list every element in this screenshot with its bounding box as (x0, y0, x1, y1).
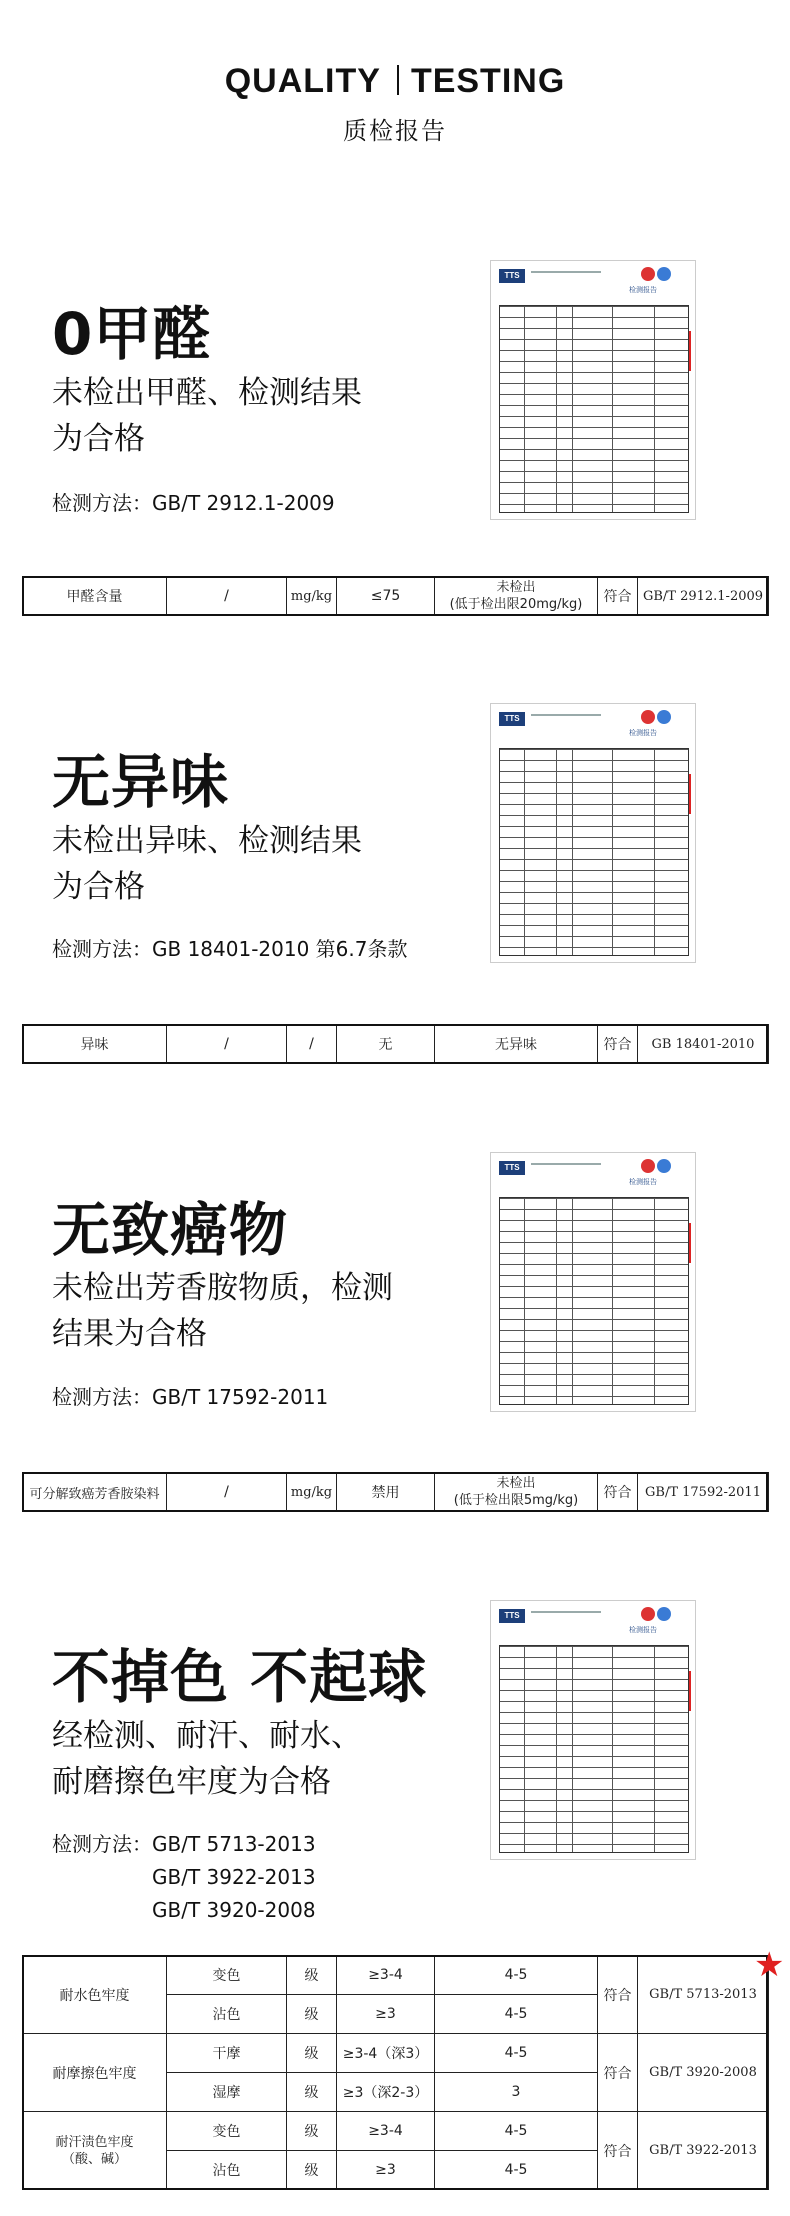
unit-cell: mg/kg (287, 577, 337, 616)
table-row (23, 2112, 769, 2151)
item-cell: 可分解致癌芳香胺染料 (23, 1473, 167, 1512)
item-cell: 耐水色牢度 (23, 1956, 167, 2034)
spec-cell: / (167, 577, 287, 616)
measured-cell: 4-5 (435, 2034, 598, 2073)
section-title: 无致癌物 (52, 1196, 289, 1264)
accreditation-badge-icon (641, 267, 655, 281)
subtitle-line: 未检出异味、检测结果 (52, 823, 362, 859)
red-stamp-icon (679, 1671, 691, 1711)
item-line: （酸、碱） (61, 2151, 127, 2167)
accreditation-badge-icon (657, 710, 671, 724)
standard-cell: GB/T 3920-2008 (638, 2034, 769, 2112)
report-grid (499, 305, 689, 513)
method-value: GB/T 2912.1-2009 (152, 491, 335, 515)
subtitle-line: 耐磨擦色牢度为合格 (52, 1764, 331, 1800)
spec-cell: / (167, 1473, 287, 1512)
report-grid (499, 1197, 689, 1405)
subtitle-line: 为合格 (52, 421, 145, 457)
subitem-cell: 湿摩 (167, 2073, 287, 2112)
requirement-cell: ≥3-4（深3） (337, 2034, 435, 2073)
table-row (23, 1025, 769, 1064)
report-thumbnail (490, 1152, 696, 1412)
requirement-cell: ≥3 (337, 1995, 435, 2034)
subitem-cell: 变色 (167, 2112, 287, 2151)
subitem-cell: 变色 (167, 1956, 287, 1995)
standard-cell: GB 18401-2010 (638, 1025, 769, 1064)
subtitle-line: 未检出芳香胺物质，检测 (52, 1270, 393, 1306)
requirement-cell: ≥3 (337, 2151, 435, 2190)
standard-cell: GB/T 3922-2013 (638, 2112, 769, 2190)
test-method (52, 1381, 328, 1414)
unit-cell: mg/kg (287, 1473, 337, 1512)
measured-cell: 3 (435, 2073, 598, 2112)
method-value: GB 18401-2010 第6.7条款 (152, 937, 408, 961)
colorfast-table (22, 1955, 769, 2190)
result-table (22, 576, 769, 616)
page-header (0, 62, 790, 146)
unit-cell: 级 (287, 2151, 337, 2190)
requirement-cell: ≥3-4 (337, 2112, 435, 2151)
report-thumbnail (490, 1600, 696, 1860)
section-subtitle (52, 370, 472, 462)
measured-cell: 4-5 (435, 1995, 598, 2034)
verdict-cell: 符合 (598, 1956, 638, 2034)
requirement-cell: 禁用 (337, 1473, 435, 1512)
method-value: GB/T 3920-2008 (152, 1898, 316, 1922)
subitem-cell: 沾色 (167, 1995, 287, 2034)
method-value: GB/T 5713-2013 (152, 1832, 316, 1856)
accreditation-badge-icon (657, 1159, 671, 1173)
item-cell: 甲醛含量 (23, 577, 167, 616)
verdict-cell: 符合 (598, 1473, 638, 1512)
requirement-cell: ≥3（深2-3） (337, 2073, 435, 2112)
verdict-cell: 符合 (598, 2034, 638, 2112)
item-cell: 异味 (23, 1025, 167, 1064)
tts-logo-icon: TTS (499, 1161, 525, 1175)
report-thumbnail (490, 703, 696, 963)
measured-cell: 4-5 (435, 2151, 598, 2190)
verdict-cell: 符合 (598, 1025, 638, 1064)
method-label: 检测方法： (52, 1832, 152, 1856)
unit-cell: 级 (287, 2073, 337, 2112)
measured-cell: 4-5 (435, 1956, 598, 1995)
subtitle-line: 为合格 (52, 869, 145, 905)
table-row (23, 1473, 769, 1512)
report-title: 检测报告 (629, 1178, 657, 1186)
measured-cell: 4-5 (435, 2112, 598, 2151)
section-subtitle (52, 1265, 472, 1357)
subitem-cell: 干摩 (167, 2034, 287, 2073)
accreditation-badge-icon (657, 1607, 671, 1621)
report-header-line (531, 271, 601, 273)
accreditation-badge-icon (641, 1159, 655, 1173)
unit-cell: 级 (287, 2112, 337, 2151)
report-thumbnail (490, 260, 696, 520)
unit-cell: / (287, 1025, 337, 1064)
test-method (52, 487, 335, 520)
measured-line: 未检出 (496, 580, 536, 595)
method-label: 检测方法： (52, 1385, 152, 1409)
table-row (23, 1956, 769, 1995)
measured-cell: 无异味 (435, 1025, 598, 1064)
section-subtitle (52, 1713, 472, 1805)
method-label: 检测方法： (52, 491, 152, 515)
requirement-cell: 无 (337, 1025, 435, 1064)
header-title-right: TESTING (410, 62, 566, 100)
red-stamp-icon: ★ (754, 1945, 785, 1985)
subtitle-line: 经检测、耐汗、耐水、 (52, 1718, 362, 1754)
unit-cell: 级 (287, 1956, 337, 1995)
requirement-cell: ≥3-4 (337, 1956, 435, 1995)
tts-logo-icon: TTS (499, 269, 525, 283)
header-title-left: QUALITY (224, 62, 381, 100)
measured-line: 未检出 (496, 1476, 536, 1491)
spec-cell: / (167, 1025, 287, 1064)
item-line: 耐汗渍色牢度 (55, 2134, 134, 2150)
requirement-cell: ≤75 (337, 577, 435, 616)
report-title: 检测报告 (629, 729, 657, 737)
red-stamp-icon (679, 774, 691, 814)
section-title: 0甲醛 (52, 300, 212, 368)
verdict-cell: 符合 (598, 577, 638, 616)
measured-cell (435, 577, 598, 616)
table-row (23, 2034, 769, 2073)
test-method (52, 933, 407, 966)
standard-cell: GB/T 5713-2013 (638, 1956, 769, 2034)
section-subtitle (52, 818, 472, 910)
section-title: 无异味 (52, 748, 230, 816)
report-grid (499, 1645, 689, 1853)
report-grid (499, 748, 689, 956)
report-title: 检测报告 (629, 1626, 657, 1634)
red-stamp-icon (679, 1223, 691, 1263)
report-header-line (531, 1611, 601, 1613)
tts-logo-icon: TTS (499, 1609, 525, 1623)
item-cell: 耐摩擦色牢度 (23, 2034, 167, 2112)
method-values (152, 1828, 316, 1927)
header-title (0, 62, 790, 101)
verdict-cell: 符合 (598, 2112, 638, 2190)
standard-cell: GB/T 2912.1-2009 (638, 577, 769, 616)
accreditation-badge-icon (641, 710, 655, 724)
unit-cell: 级 (287, 2034, 337, 2073)
unit-cell: 级 (287, 1995, 337, 2034)
subtitle-line: 未检出甲醛、检测结果 (52, 375, 362, 411)
method-label: 检测方法： (52, 937, 152, 961)
method-value: GB/T 3922-2013 (152, 1865, 316, 1889)
table-row (23, 577, 769, 616)
method-value: GB/T 17592-2011 (152, 1385, 329, 1409)
red-stamp-icon (679, 331, 691, 371)
subtitle-line: 结果为合格 (52, 1316, 207, 1352)
section-title: 不掉色 不起球 (52, 1643, 428, 1711)
measured-line: (低于检出限20mg/kg) (449, 597, 583, 612)
tts-logo-icon: TTS (499, 712, 525, 726)
subitem-cell: 沾色 (167, 2151, 287, 2190)
result-table (22, 1024, 769, 1064)
standard-cell: GB/T 17592-2011 (638, 1473, 769, 1512)
accreditation-badge-icon (641, 1607, 655, 1621)
header-subtitle: 质检报告 (343, 117, 447, 145)
measured-line: (低于检出限5mg/kg) (453, 1493, 579, 1508)
title-divider (397, 65, 399, 95)
result-table (22, 1472, 769, 1512)
item-cell (23, 2112, 167, 2190)
accreditation-badge-icon (657, 267, 671, 281)
report-header-line (531, 1163, 601, 1165)
report-title: 检测报告 (629, 286, 657, 294)
test-method (52, 1828, 316, 1927)
report-header-line (531, 714, 601, 716)
measured-cell (435, 1473, 598, 1512)
